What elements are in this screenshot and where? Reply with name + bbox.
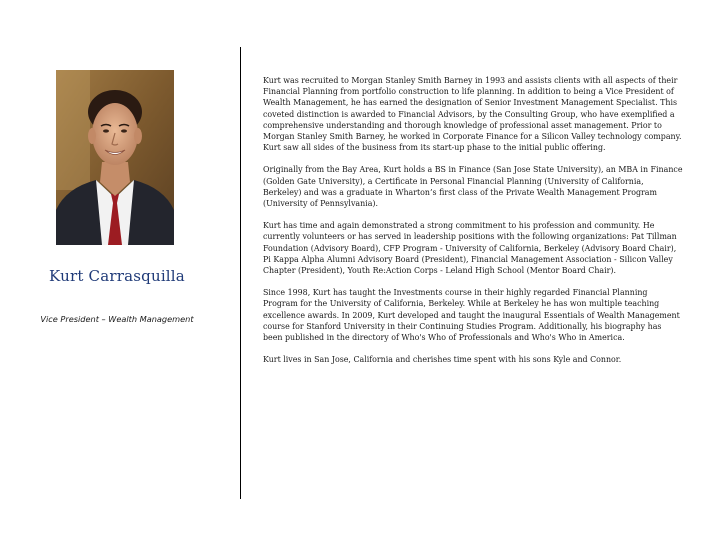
portrait-icon [56, 70, 174, 245]
bio-paragraph: Since 1998, Kurt has taught the Investments course in their highly regarded Financial Planning Program for the University of California, Berkeley. While at Berkeley he has won multiple teaching excellence awards. In 2009, Kurt developed and taught the inaugural Essentials of Wealth Management course for Stanford University in their Continuing Studies Program. Additionally, his biography has been published in the directory of Who's Who of Professionals and Who's Who in America. [263, 288, 680, 343]
bio-paragraph: Kurt was recruited to Morgan Stanley Smith Barney in 1993 and assists clients with all aspects of their Financial Planning from portfolio construction to life planning. In addition to being a Vice President of Wealth Management, he has earned the designation of Senior Investment Management Specialist. This coveted distinction is awarded to Financial Advisors, by the Consulting Group, who have exemplified a comprehensive understanding and thorough knowledge of professional asset management. Prior to Morgan Stanley Smith Barney, he worked in Corporate Finance for a Silicon Valley technology company. Kurt saw all sides of the business from its start-up phase to the initial public offering. [263, 76, 682, 153]
bio-paragraph: Kurt has time and again demonstrated a strong commitment to his profession and community. He currently volunteers or has served in leadership positions with the following organizations: Pat Tillman Foundation (Advisory Board), CFP Program - University of California, Berkeley (Advisory Board Chair), Pi Kappa Alpha Alumni Advisory Board (President), Financial Management Association - Silicon Valley Chapter (President), Youth Re:Action Corps - Leland High School (Mentor Board Chair). [263, 221, 677, 276]
person-name: Kurt Carrasquilla [49, 267, 185, 285]
biography [263, 75, 683, 376]
bio-paragraph: Originally from the Bay Area, Kurt holds a BS in Finance (San Jose State University), an MBA in Finance (Golden Gate University), a Certificate in Personal Financial Planning (University of California, Berkeley) and was a graduate in Wharton’s first class of the Private Wealth Management Program (University of Pennsylvania). [263, 165, 683, 209]
person-title: Vice President – Wealth Management [40, 314, 194, 324]
bio-paragraph: Kurt lives in San Jose, California and cherishes time spent with his sons Kyle and Connor. [263, 355, 622, 365]
portrait-photo [56, 70, 174, 245]
vertical-divider [240, 47, 241, 499]
